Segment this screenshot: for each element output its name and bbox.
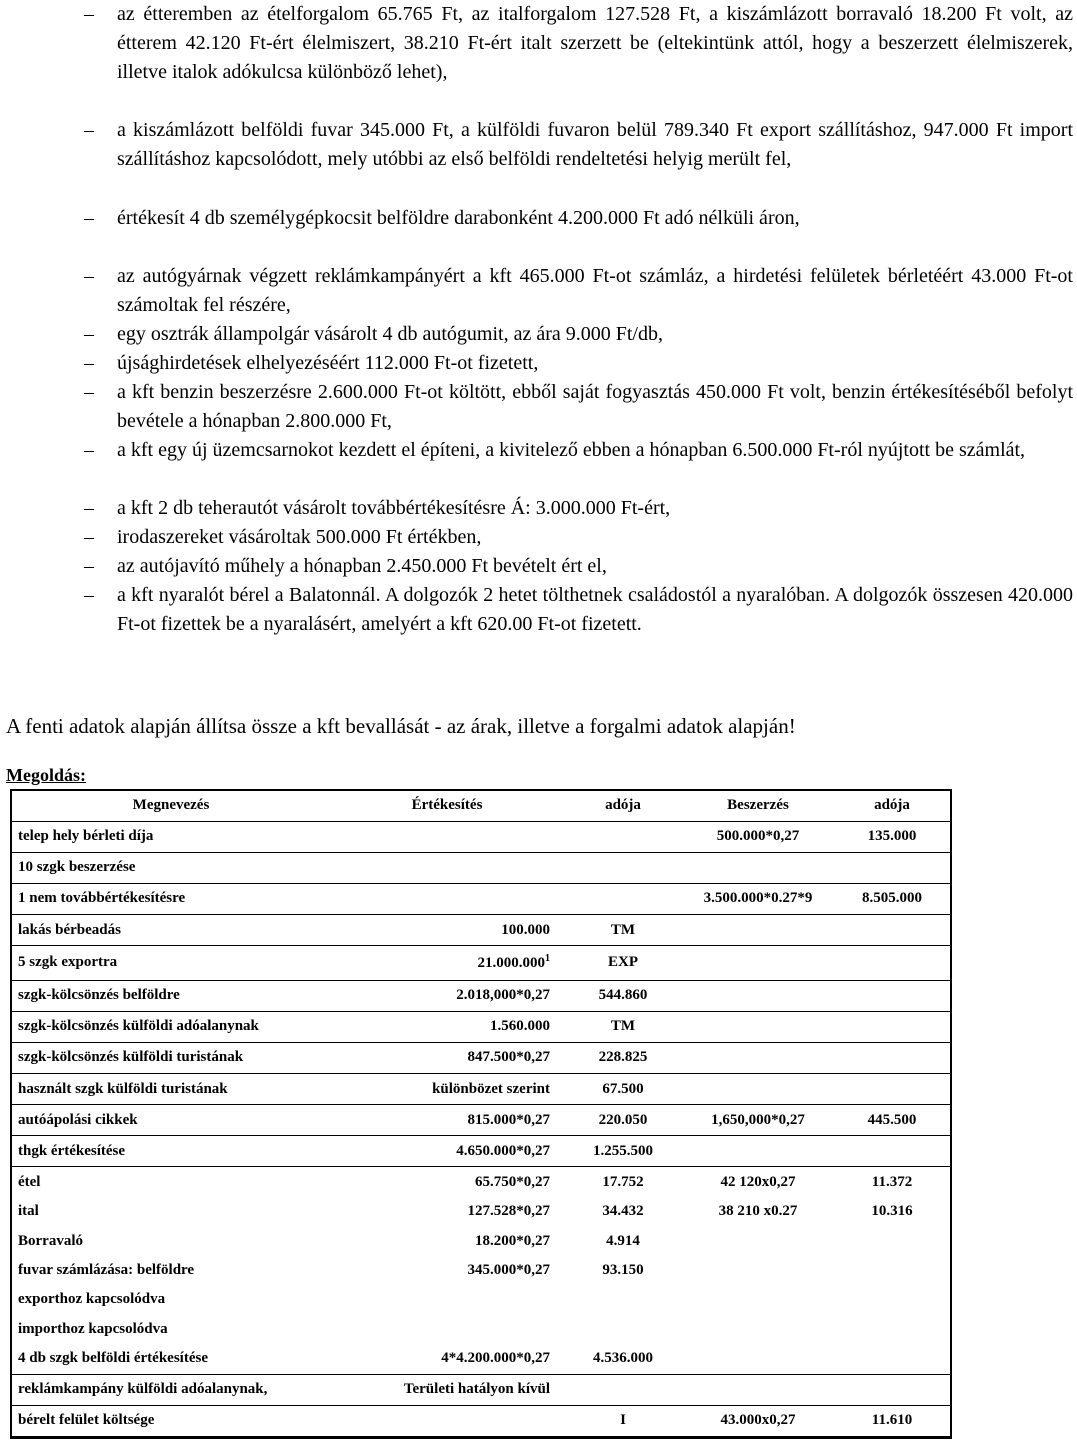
cell-text: 18.200*0,27 xyxy=(475,1232,550,1249)
bullet-text: egy osztrák állampolgár vásárolt 4 db autógumit, az ára 9.000 Ft/db, xyxy=(117,323,663,345)
bullet-text: a kft egy új üzemcsarnokot kezdett el építeni, a kivitelező ebben a hónapban 6.500.000 Ft-ról nyújtott be számlát, xyxy=(117,439,1026,461)
table-cell-c5 xyxy=(834,1374,950,1405)
table-cell-c4 xyxy=(682,883,834,914)
table-cell-c4 xyxy=(682,1226,834,1255)
cell-text: 38 210 x0.27 xyxy=(718,1203,798,1220)
bullet-item xyxy=(0,320,1077,349)
table-row xyxy=(12,821,950,852)
table-row xyxy=(12,1256,950,1285)
cell-text: 21.000.000 xyxy=(477,955,545,972)
table-cell-c4 xyxy=(682,1073,834,1104)
table-cell-c5 xyxy=(834,946,950,981)
table-cell-c4 xyxy=(682,1256,834,1285)
table-row xyxy=(12,1105,950,1136)
table-cell-c5 xyxy=(834,1314,950,1343)
table-row xyxy=(12,915,950,946)
cell-text: 3.500.000*0.27*9 xyxy=(703,890,813,907)
table-cell-c2 xyxy=(330,1344,564,1374)
cell-text: 1.560.000 xyxy=(490,1018,550,1035)
table-row xyxy=(12,1042,950,1073)
table-cell-c2 xyxy=(330,1073,564,1104)
table-cell-c1 xyxy=(12,852,330,883)
table-cell-c4 xyxy=(682,915,834,946)
table-cell-c3 xyxy=(564,1405,682,1436)
cell-text: Borravaló xyxy=(18,1232,83,1249)
table-cell-c1 xyxy=(12,980,330,1011)
solution-table xyxy=(12,791,950,1437)
header-megnevezes: Megnevezés xyxy=(12,791,330,821)
instruction-text: A fenti adatok alapján állítsa össze a kft bevallását - az árak, illetve a forgalmi adatok alapján! xyxy=(6,714,796,738)
table-cell-c2 xyxy=(330,980,564,1011)
table-cell-c2 xyxy=(330,1314,564,1343)
cell-text: 4*4.200.000*0,27 xyxy=(441,1350,550,1367)
bullet-dash: – xyxy=(84,323,94,345)
table-cell-c3 xyxy=(564,883,682,914)
cell-text: 5 szgk exportra xyxy=(18,954,118,971)
cell-text: 8.505.000 xyxy=(862,890,922,907)
table-cell-c5 xyxy=(834,1405,950,1436)
bullet-item xyxy=(0,494,1077,523)
solution-table-frame xyxy=(10,789,952,1439)
table-cell-c3 xyxy=(564,1167,682,1197)
bullet-text: a kft 2 db teherautót vásárolt továbbértékesítésre Á: 3.000.000 Ft-ért, xyxy=(117,497,671,519)
bullet-dash: – xyxy=(84,497,94,519)
bullet-item xyxy=(0,349,1077,378)
cell-text: 1,650,000*0,27 xyxy=(711,1111,805,1128)
table-cell-c3 xyxy=(564,1073,682,1104)
cell-text: 42 120x0,27 xyxy=(720,1173,796,1190)
table-cell-c1 xyxy=(12,1073,330,1104)
table-cell-c5 xyxy=(834,1011,950,1042)
table-cell-c5 xyxy=(834,980,950,1011)
cell-text: étel xyxy=(18,1173,41,1190)
cell-text: 43.000x0,27 xyxy=(720,1412,796,1429)
table-cell-c4 xyxy=(682,1136,834,1167)
table-cell-c3 xyxy=(564,1011,682,1042)
cell-text: 127.528*0,27 xyxy=(467,1203,550,1220)
cell-text: 17.752 xyxy=(602,1173,644,1190)
table-cell-c2 xyxy=(330,1042,564,1073)
cell-text: 4 db szgk belföldi értékesítése xyxy=(18,1350,208,1367)
header-ertekesites: Értékesítés xyxy=(330,791,564,821)
bullet-dash: – xyxy=(84,555,94,577)
table-cell-c3 xyxy=(564,915,682,946)
solution-label: Megoldás: xyxy=(6,765,86,785)
table-cell-c2 xyxy=(330,852,564,883)
table-cell-c4 xyxy=(682,821,834,852)
cell-text: 34.432 xyxy=(602,1203,644,1220)
table-cell-c3 xyxy=(564,1226,682,1255)
table-row xyxy=(12,1226,950,1255)
table-cell-c1 xyxy=(12,1256,330,1285)
cell-text: 544.860 xyxy=(598,987,648,1004)
table-row xyxy=(12,852,950,883)
header-beszerzes: Beszerzés xyxy=(682,791,834,821)
table-cell-c5 xyxy=(834,1042,950,1073)
cell-text: szgk-kölcsönzés külföldi adóalanynak xyxy=(18,1018,259,1035)
table-row xyxy=(12,1167,950,1197)
cell-text: 65.750*0,27 xyxy=(475,1173,550,1190)
table-cell-c2 xyxy=(330,821,564,852)
table-cell-c4 xyxy=(682,1197,834,1226)
table-cell-c4 xyxy=(682,1314,834,1343)
bullet-dash: – xyxy=(84,584,94,606)
table-header-row xyxy=(12,791,950,821)
cell-text: szgk-kölcsönzés külföldi turistának xyxy=(18,1049,244,1066)
bullet-item xyxy=(0,116,1077,174)
cell-text: 815.000*0,27 xyxy=(467,1111,550,1128)
table-cell-c3 xyxy=(564,1197,682,1226)
table-cell-c2 xyxy=(330,1374,564,1405)
table-cell-c3 xyxy=(564,1285,682,1314)
cell-text: 135.000 xyxy=(867,828,917,845)
table-cell-c2 xyxy=(330,1285,564,1314)
table-cell-c1 xyxy=(12,1226,330,1255)
cell-text: TM xyxy=(610,921,636,938)
cell-text: TM xyxy=(610,1018,636,1035)
cell-text: exporthoz kapcsolódva xyxy=(18,1291,166,1308)
cell-text: EXP xyxy=(608,954,638,971)
bullet-text: az étteremben az ételforgalom 65.765 Ft, az italforgalom 127.528 Ft, a kiszámlázott borravaló 18.200 Ft volt, az étterem 42.120 Ft-ért élelmiszert, 38.210 Ft-ért italt szerzett be (eltekintünk attól, hogy a beszerzett élelmiszerek, illetve italok adókulcsa különböző lehet), xyxy=(117,3,1073,83)
bullet-dash: – xyxy=(84,3,94,25)
table-cell-c3 xyxy=(564,1374,682,1405)
cell-text: 445.500 xyxy=(867,1111,917,1128)
bullet-text: a kiszámlázott belföldi fuvar 345.000 Ft, a külföldi fuvaron belül 789.340 Ft export szállításhoz, 947.000 Ft import szállításhoz kapcsolódott, mely utóbbi az első belföldi rendeltetési helyig merült fel, xyxy=(117,119,1073,170)
table-cell-c4 xyxy=(682,1167,834,1197)
bullet-dash: – xyxy=(84,439,94,461)
table-cell-c1 xyxy=(12,1105,330,1136)
cell-text: telep hely bérleti díja xyxy=(18,828,154,845)
table-cell-c1 xyxy=(12,1197,330,1226)
cell-text: 100.000 xyxy=(501,921,550,938)
table-row xyxy=(12,946,950,981)
table-cell-c1 xyxy=(12,1136,330,1167)
table-cell-c4 xyxy=(682,1011,834,1042)
table-cell-c5 xyxy=(834,1073,950,1104)
bullet-item xyxy=(0,378,1077,436)
cell-text: lakás bérbeadás xyxy=(18,921,121,938)
bullet-item xyxy=(0,262,1077,320)
cell-text: Területi hatályon kívül xyxy=(403,1381,550,1398)
table-cell-c2 xyxy=(330,946,564,981)
cell-text: importhoz kapcsolódva xyxy=(18,1320,168,1337)
cell-text: autóápolási cikkek xyxy=(18,1111,138,1128)
table-cell-c4 xyxy=(682,946,834,981)
table-row xyxy=(12,1073,950,1104)
table-cell-c3 xyxy=(564,1256,682,1285)
table-cell-c5 xyxy=(834,852,950,883)
table-cell-c5 xyxy=(834,1256,950,1285)
table-cell-c2 xyxy=(330,1136,564,1167)
cell-text: 500.000*0,27 xyxy=(716,828,800,845)
bullet-item xyxy=(0,436,1077,465)
cell-text: bérelt felület költsége xyxy=(18,1412,155,1429)
table-cell-c2 xyxy=(330,1197,564,1226)
cell-text: ital xyxy=(18,1203,39,1220)
table-cell-c3 xyxy=(564,1344,682,1374)
table-cell-c2 xyxy=(330,915,564,946)
table-row xyxy=(12,883,950,914)
cell-text: thgk értékesítése xyxy=(18,1142,126,1159)
table-cell-c2 xyxy=(330,1226,564,1255)
bullet-text: újsághirdetések elhelyezéséért 112.000 Ft-ot fizetett, xyxy=(117,352,539,374)
table-row xyxy=(12,1344,950,1374)
cell-text: 228.825 xyxy=(598,1049,648,1066)
cell-text: I xyxy=(620,1412,626,1429)
table-cell-c2 xyxy=(330,883,564,914)
table-row xyxy=(12,1405,950,1436)
table-cell-c2 xyxy=(330,1167,564,1197)
footnote-marker: 1 xyxy=(545,953,550,965)
table-cell-c5 xyxy=(834,1285,950,1314)
table-cell-c4 xyxy=(682,1405,834,1436)
bullet-text: az autójavító műhely a hónapban 2.450.000 Ft bevételt ért el, xyxy=(117,555,607,577)
cell-text: 11.372 xyxy=(871,1173,913,1190)
table-cell-c1 xyxy=(12,1405,330,1436)
table-cell-c2 xyxy=(330,1105,564,1136)
cell-text: 1 nem továbbértékesítésre xyxy=(18,890,186,907)
cell-text: 10 szgk beszerzése xyxy=(18,859,136,876)
bullet-item xyxy=(0,523,1077,552)
table-cell-c2 xyxy=(330,1256,564,1285)
bullet-text: a kft nyaralót bérel a Balatonnál. A dolgozók 2 hetet tölthetnek családostól a nyaralóban. A dolgozók összesen 420.000 Ft-ot fizettek be a nyaralásért, amelyért a kft 620.00 Ft-ot fizetett. xyxy=(117,584,1073,635)
table-cell-c5 xyxy=(834,1105,950,1136)
table-cell-c4 xyxy=(682,1285,834,1314)
cell-text: 220.050 xyxy=(598,1111,648,1128)
table-cell-c3 xyxy=(564,1105,682,1136)
table-cell-c4 xyxy=(682,852,834,883)
table-cell-c5 xyxy=(834,821,950,852)
table-cell-c1 xyxy=(12,915,330,946)
table-cell-c5 xyxy=(834,1136,950,1167)
bullet-item xyxy=(0,204,1077,233)
table-row xyxy=(12,1374,950,1405)
cell-text: 67.500 xyxy=(602,1080,644,1097)
cell-text: 345.000*0,27 xyxy=(467,1261,550,1278)
cell-text: 10.316 xyxy=(871,1203,913,1220)
cell-text: használt szgk külföldi turistának xyxy=(18,1080,228,1097)
cell-text: különbözet szerint xyxy=(432,1080,550,1097)
table-cell-c1 xyxy=(12,883,330,914)
cell-text: 4.650.000*0,27 xyxy=(456,1142,550,1159)
table-cell-c3 xyxy=(564,1136,682,1167)
table-cell-c1 xyxy=(12,1167,330,1197)
cell-text: 1.255.500 xyxy=(593,1142,653,1159)
bullet-text: értékesít 4 db személygépkocsit belföldre darabonként 4.200.000 Ft adó nélküli áron, xyxy=(117,207,800,229)
cell-text: 847.500*0,27 xyxy=(467,1049,550,1066)
header-beszerzes-adoja: adója xyxy=(834,791,950,821)
table-cell-c1 xyxy=(12,1314,330,1343)
table-cell-c4 xyxy=(682,1105,834,1136)
cell-text: 2.018,000*0,27 xyxy=(456,987,550,1004)
table-row xyxy=(12,1285,950,1314)
bullet-dash: – xyxy=(84,526,94,548)
bullet-dash: – xyxy=(84,352,94,374)
table-cell-c3 xyxy=(564,1042,682,1073)
table-cell-c1 xyxy=(12,946,330,981)
table-cell-c4 xyxy=(682,980,834,1011)
bullet-item xyxy=(0,0,1077,87)
cell-text: reklámkampány külföldi adóalanynak, xyxy=(18,1381,268,1398)
table-row xyxy=(12,1011,950,1042)
bullet-item xyxy=(0,552,1077,581)
header-ertekesites-adoja: adója xyxy=(564,791,682,821)
table-cell-c3 xyxy=(564,1314,682,1343)
bullet-text: a kft benzin beszerzésre 2.600.000 Ft-ot költött, ebből saját fogyasztás 450.000 Ft volt, benzin értékesítéséből befolyt bevétele a hónapban 2.800.000 Ft, xyxy=(117,381,1073,432)
table-cell-c5 xyxy=(834,1344,950,1374)
table-cell-c4 xyxy=(682,1042,834,1073)
bullet-item xyxy=(0,581,1077,639)
bullet-text: az autógyárnak végzett reklámkampányért a kft 465.000 Ft-ot számláz, a hirdetési felületek bérletéért 43.000 Ft-ot számoltak fel részére, xyxy=(117,265,1073,316)
bullet-dash: – xyxy=(84,265,94,287)
table-cell-c3 xyxy=(564,852,682,883)
bullet-text: irodaszereket vásároltak 500.000 Ft értékben, xyxy=(117,526,482,548)
cell-text: 4.914 xyxy=(606,1232,640,1249)
table-cell-c5 xyxy=(834,1226,950,1255)
table-row xyxy=(12,980,950,1011)
table-cell-c1 xyxy=(12,1374,330,1405)
cell-text: 11.610 xyxy=(871,1412,913,1429)
table-cell-c1 xyxy=(12,1011,330,1042)
table-cell-c3 xyxy=(564,946,682,981)
bullet-dash: – xyxy=(84,119,94,141)
table-row xyxy=(12,1136,950,1167)
table-cell-c5 xyxy=(834,883,950,914)
table-cell-c1 xyxy=(12,1285,330,1314)
bullet-dash: – xyxy=(84,207,94,229)
table-cell-c4 xyxy=(682,1374,834,1405)
table-cell-c5 xyxy=(834,915,950,946)
table-cell-c4 xyxy=(682,1344,834,1374)
cell-text: fuvar számlázása: belföldre xyxy=(18,1261,195,1278)
bullet-dash: – xyxy=(84,381,94,403)
table-cell-c2 xyxy=(330,1405,564,1436)
table-cell-c5 xyxy=(834,1197,950,1226)
table-cell-c1 xyxy=(12,1344,330,1374)
table-cell-c3 xyxy=(564,821,682,852)
table-cell-c5 xyxy=(834,1167,950,1197)
cell-text: szgk-kölcsönzés belföldre xyxy=(18,987,180,1004)
table-cell-c1 xyxy=(12,821,330,852)
table-cell-c3 xyxy=(564,980,682,1011)
table-cell-c1 xyxy=(12,1042,330,1073)
table-cell-c2 xyxy=(330,1011,564,1042)
cell-text: 93.150 xyxy=(602,1261,644,1278)
cell-text: 4.536.000 xyxy=(593,1350,653,1367)
table-row xyxy=(12,1197,950,1226)
table-row xyxy=(12,1314,950,1343)
